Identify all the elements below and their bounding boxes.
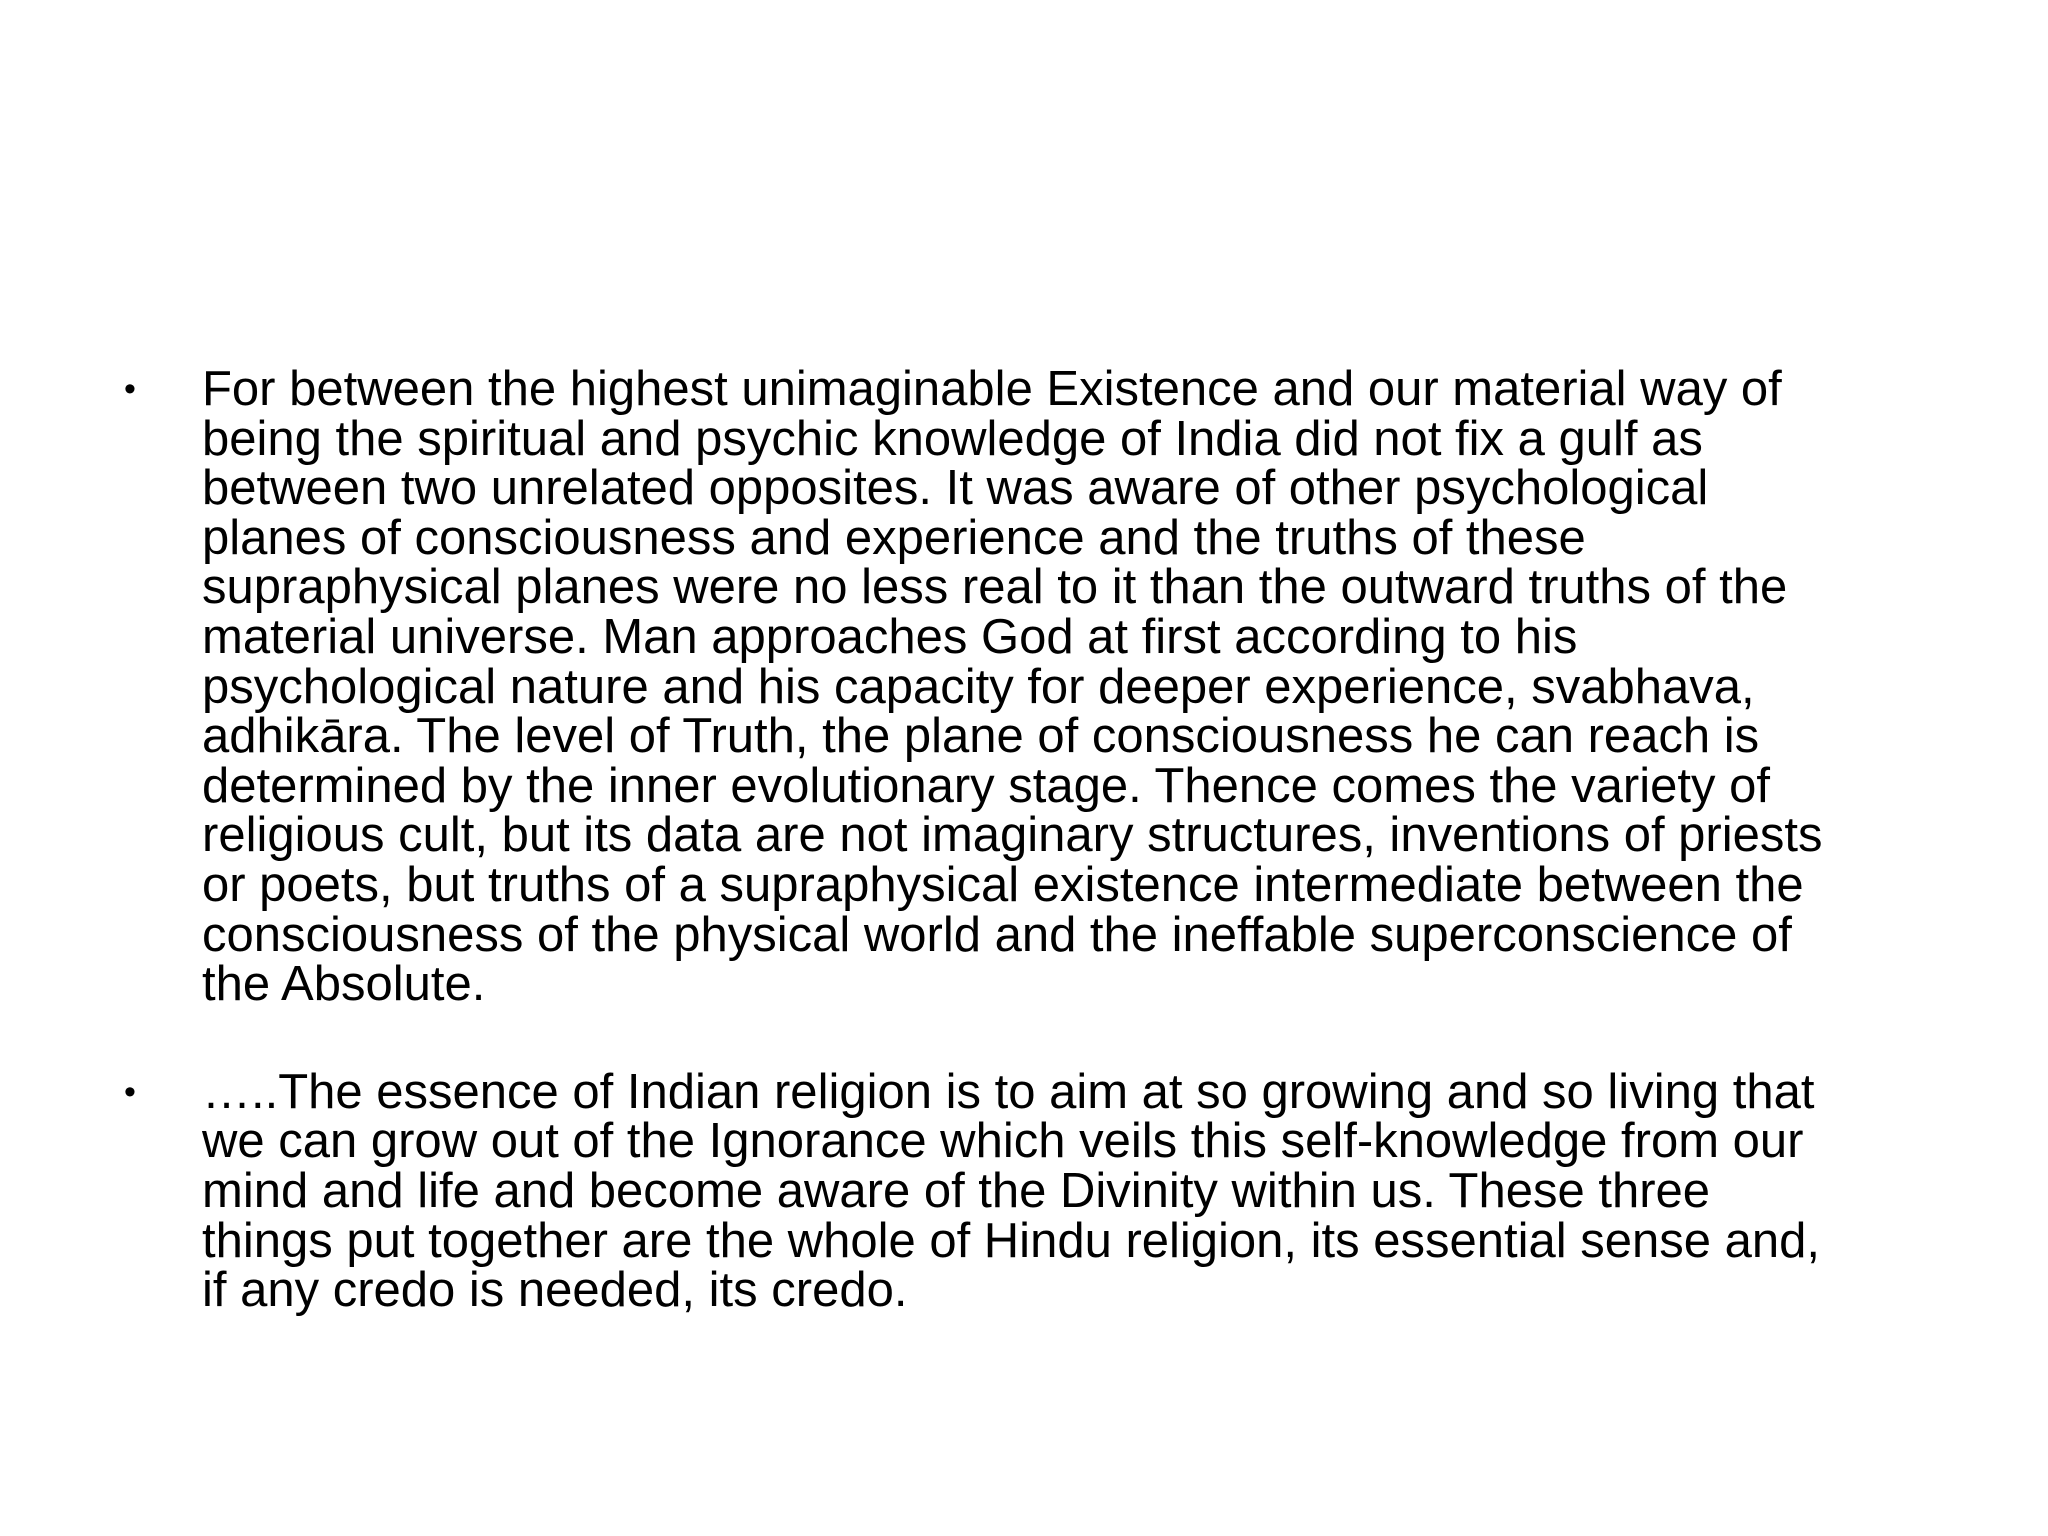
paragraph-line: adhikāra. The level of Truth, the plane of consciousness he can reach is bbox=[202, 709, 1760, 764]
paragraph-line: For between the highest unimaginable Existence and our material way of bbox=[202, 362, 1782, 416]
paragraph-line: psychological nature and his capacity for deeper experience, svabhava, bbox=[202, 659, 1755, 714]
bullet-dot-icon: • bbox=[124, 370, 136, 408]
paragraph-line: determined by the inner evolutionary stage. Thence comes the variety of bbox=[202, 758, 1770, 813]
bullet-list bbox=[118, 362, 1958, 1374]
paragraph-line: supraphysical planes were no less real to it than the outward truths of the bbox=[202, 560, 1788, 615]
bullet-dot-icon: • bbox=[124, 1072, 136, 1111]
paragraph-line: between two unrelated opposites. It was aware of other psychological bbox=[202, 461, 1709, 516]
paragraph-line: planes of consciousness and experience and the truths of these bbox=[202, 510, 1586, 565]
paragraph-line: or poets, but truths of a supraphysical existence intermediate between the bbox=[202, 857, 1804, 912]
paragraph-line: being the spiritual and psychic knowledge of India did not fix a gulf as bbox=[202, 411, 1703, 466]
bullet-item-essence bbox=[118, 1064, 1958, 1318]
bullet-item-existence bbox=[118, 362, 1958, 1012]
paragraph-line: consciousness of the physical world and the ineffable superconscience of bbox=[202, 907, 1792, 962]
paragraph-line: mind and life and become aware of the Divinity within us. These three bbox=[202, 1163, 1711, 1218]
paragraph-line: …..The essence of Indian religion is to aim at so growing and so living that bbox=[202, 1064, 1815, 1119]
paragraph-line: things put together are the whole of Hindu religion, its essential sense and, bbox=[202, 1213, 1821, 1268]
paragraph-line: material universe. Man approaches God at first according to his bbox=[202, 609, 1578, 664]
paragraph-line: the Absolute. bbox=[202, 957, 486, 1012]
paragraph-line: religious cult, but its data are not imaginary structures, inventions of priests bbox=[202, 808, 1823, 863]
paragraph-line: we can grow out of the Ignorance which veils this self-knowledge from our bbox=[202, 1114, 1804, 1169]
paragraph-line: if any credo is needed, its credo. bbox=[202, 1263, 908, 1318]
